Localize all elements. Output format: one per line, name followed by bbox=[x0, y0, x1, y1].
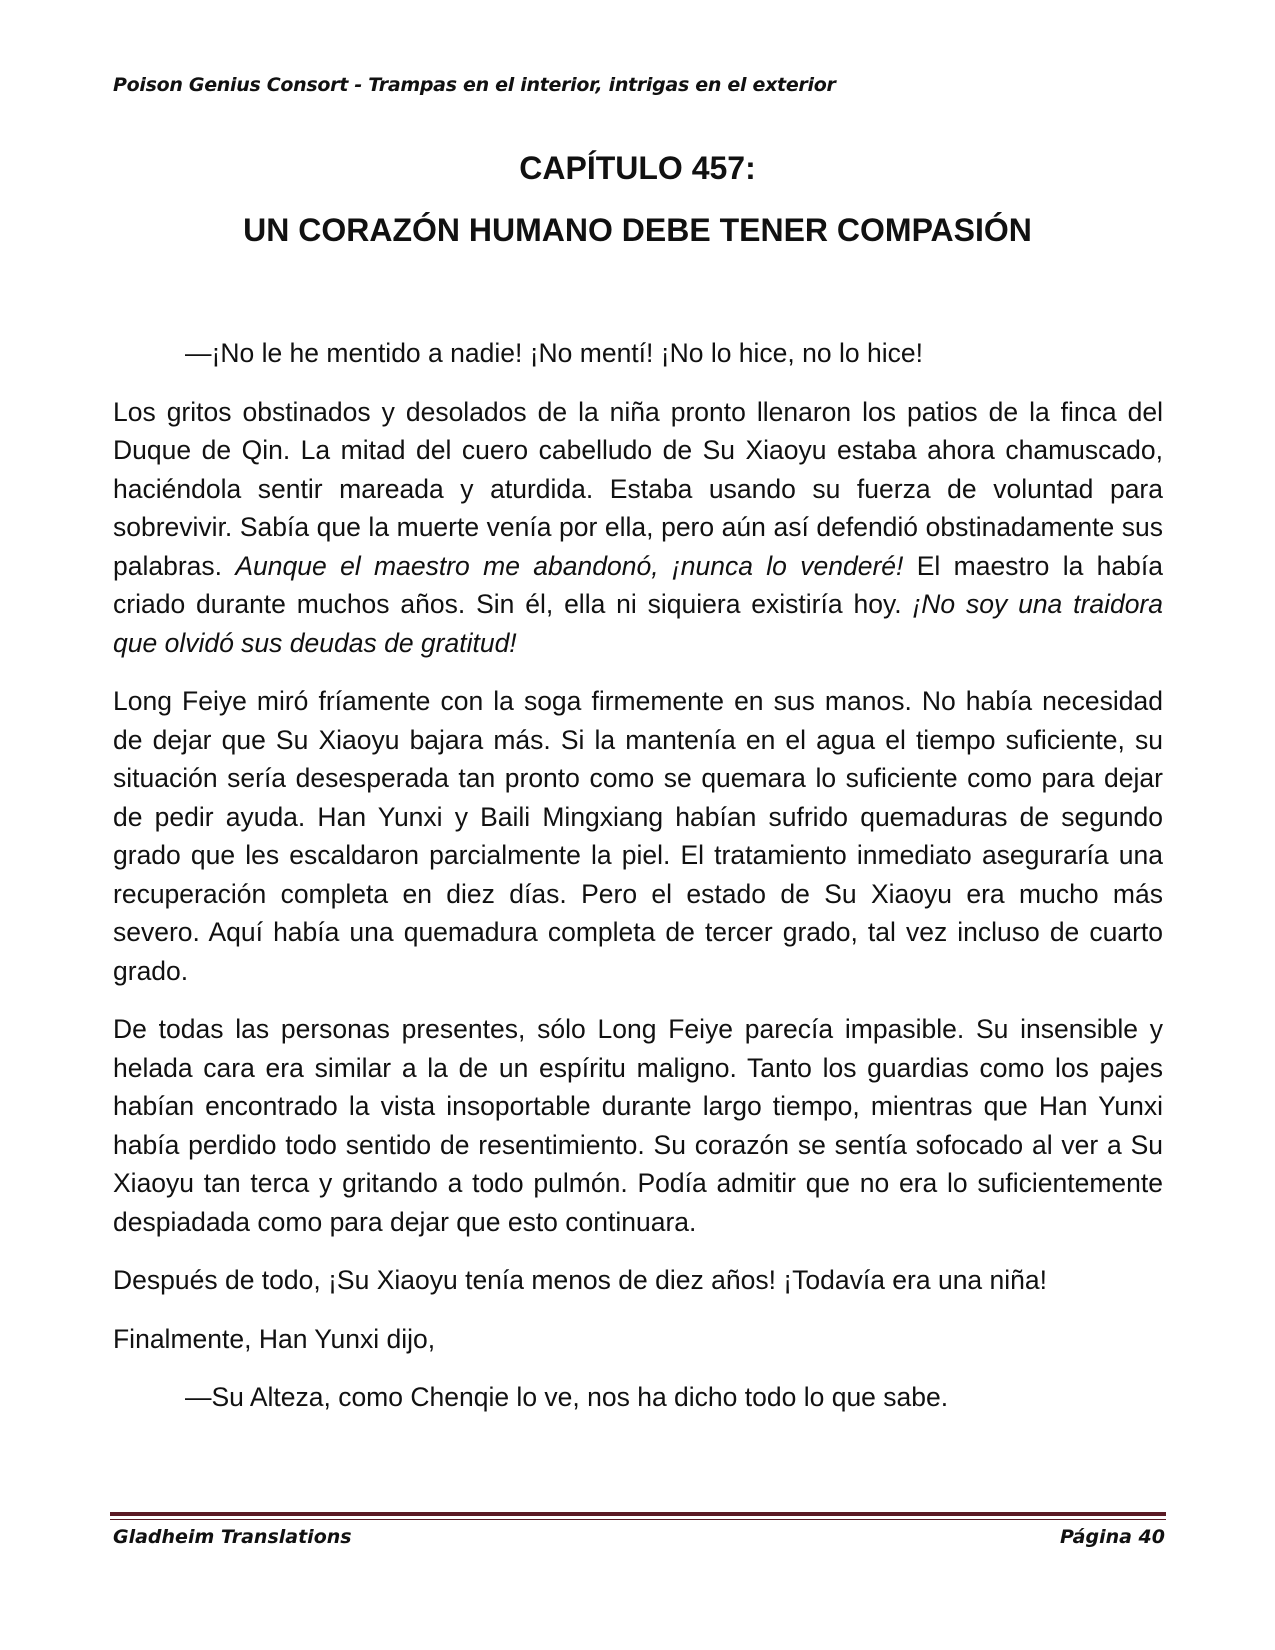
footer-rule-thick bbox=[110, 1512, 1166, 1516]
paragraph-2-text-a: Los gritos obstinados y desolados de la niña pronto llenaron los patios de la finca del Duque de Qin. La mitad del cuero cabelludo de Su Xiaoyu estaba ahora chamuscado, haciéndola sentir mareada y aturdida. Estaba usando su fuerza de voluntad para sobrevivir. Sabía que la muerte venía por ella, pero aún así defendió obstinadamente sus palabras. bbox=[113, 396, 1163, 581]
paragraph-3: Long Feiye miró fríamente con la soga firmemente en sus manos. No había necesidad de dejar que Su Xiaoyu bajara más. Si la mantenía en el agua el tiempo suficiente, su situación sería desesperada tan pronto como se quemara lo suficiente como para dejar de pedir ayuda. Han Yunxi y Baili Mingxiang habían sufrido quemaduras de segundo grado que les escaldaron parcialmente la piel. El tratamiento inmediato aseguraría una recuperación completa en diez días. Pero el estado de Su Xiaoyu era mucho más severo. Aquí había una quemadura completa de tercer grado, tal vez incluso de cuarto grado. bbox=[113, 686, 1163, 986]
footer-page-number: Página 40 bbox=[1059, 1526, 1165, 1548]
paragraph-2 bbox=[113, 393, 1163, 663]
paragraph-dialogue-7: —Su Alteza, como Chenqie lo ve, nos ha dicho todo lo que sabe. bbox=[185, 1382, 949, 1412]
footer-translator-credit: Gladheim Translations bbox=[113, 1526, 352, 1548]
paragraph-2-italic-thought-1: Aunque el maestro me abandonó, ¡nunca lo venderé! bbox=[235, 550, 904, 581]
paragraph-4: De todas las personas presentes, sólo Long Feiye parecía impasible. Su insensible y helada cara era similar a la de un espíritu maligno. Tanto los guardias como los pajes habían encontrado la vista insoportable durante largo tiempo, mientras que Han Yunxi había perdido todo sentido de resentimiento. Su corazón se sentía sofocado al ver a Su Xiaoyu tan terca y gritando a todo pulmón. Podía admitir que no era lo suficientemente despiadada como para dejar que esto continuara. bbox=[113, 1014, 1163, 1237]
footer-rule-thin bbox=[110, 1519, 1166, 1520]
paragraph-2-italic-thought-2: ¡No soy una traidora que olvidó sus deudas de gratitud! bbox=[113, 589, 1163, 658]
running-header: Poison Genius Consort - Trampas en el interior, intrigas en el exterior bbox=[113, 74, 836, 96]
paragraph-2-text-c: El maestro la había criado durante muchos años. Sin él, ella ni siquiera existiría hoy. bbox=[113, 550, 1163, 619]
paragraph-5: Después de todo, ¡Su Xiaoyu tenía menos de diez años! ¡Todavía era una niña! bbox=[113, 1265, 1047, 1295]
body-text bbox=[113, 334, 1163, 1437]
chapter-title: UN CORAZÓN HUMANO DEBE TENER COMPASIÓN bbox=[243, 212, 1032, 248]
paragraph-dialogue-1: —¡No le he mentido a nadie! ¡No mentí! ¡No lo hice, no lo hice! bbox=[185, 338, 923, 368]
paragraph-6: Finalmente, Han Yunxi dijo, bbox=[113, 1323, 436, 1354]
chapter-number: CAPÍTULO 457: bbox=[519, 150, 756, 186]
